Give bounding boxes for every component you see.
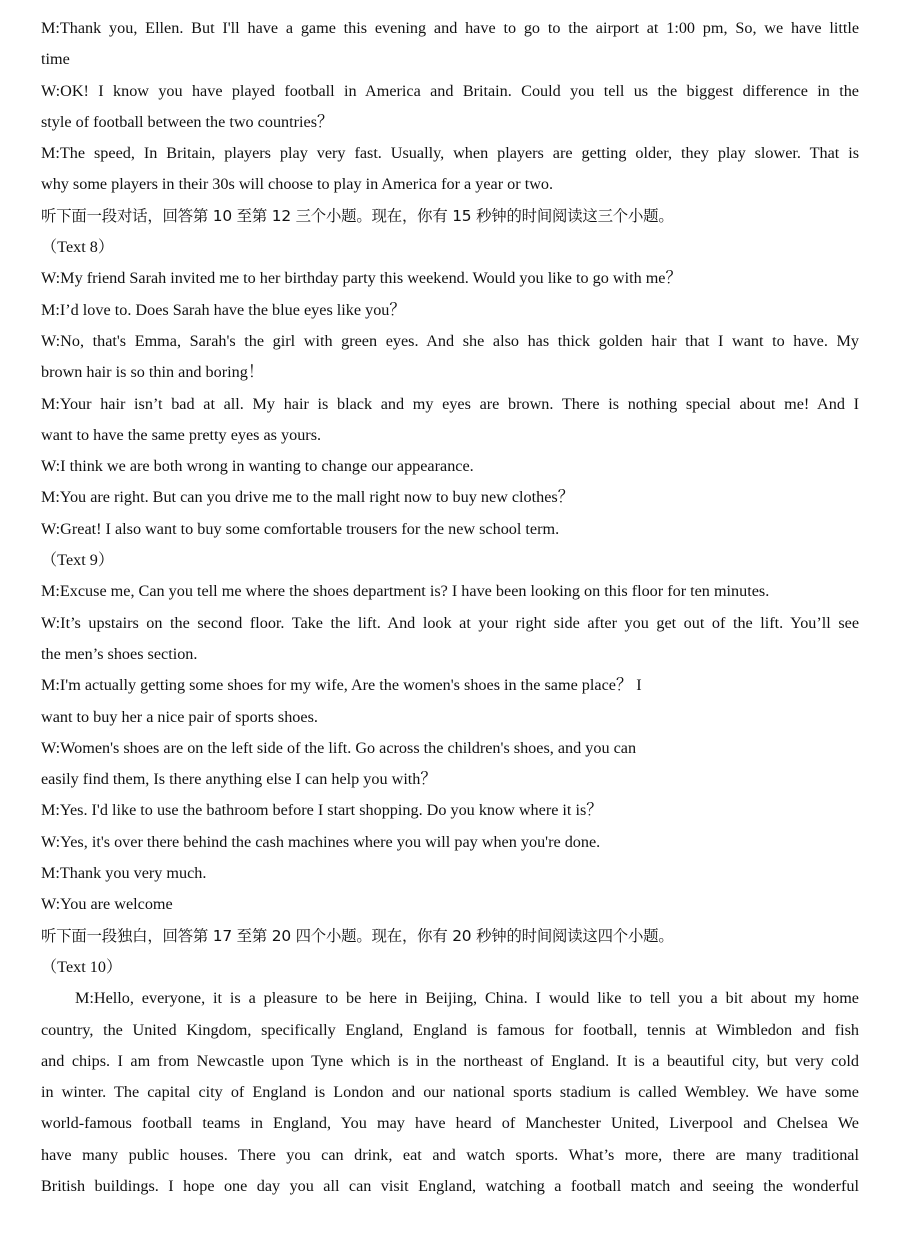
dialogue-line: time [41,50,70,69]
dialogue-line: want to buy her a nice pair of sports shoes. [41,707,318,726]
dialogue-line: W:Great! I also want to buy some comfortable trousers for the new school term. [41,519,560,538]
dialogue-line: W:Women's shoes are on the left side of the lift. Go across the children's shoes, and you can [41,738,637,757]
dialogue-line: M:Yes. I'd like to use the bathroom before I start shopping. Do you know where it is？ [41,801,603,820]
dialogue-line: M:Excuse me, Can you tell me where the shoes department is? I have been looking on this floor for ten minutes. [41,582,770,601]
dialogue-line: M:Thank you, Ellen. But I'll have a game this evening and have to go to the airport at 1:00 pm, So, we have little [41,19,859,37]
dialogue-line: W:Yes, it's over there behind the cash machines where you will pay when you're done. [41,832,601,851]
section-label: （Text 10） [41,957,123,976]
monologue-line: in winter. The capital city of England is London and our national sports stadium is called Wembley. We have some [41,1083,859,1102]
dialogue-line: M:Thank you very much. [41,864,207,883]
dialogue-line: style of football between the two countries？ [41,112,334,131]
dialogue-line: M:I’d love to. Does Sarah have the blue eyes like you？ [41,300,406,319]
monologue-line: and chips. I am from Newcastle upon Tyne which is in the northeast of England. It is a beautiful city, but very cold [41,1051,859,1070]
section-instruction: 听下面一段对话，回答第 10 至第 12 三个小题。现在，你有 15 秒钟的时间阅读这三个小题。 [41,206,674,225]
dialogue-line: M:You are right. But can you drive me to the mall right now to buy new clothes？ [41,488,574,507]
section-label: （Text 9） [41,551,115,570]
dialogue-line: M:The speed, In Britain, players play very fast. Usually, when players are getting older, they play slower. That is [41,144,859,163]
monologue-line: have many public houses. There you can drink, eat and watch sports. What’s more, there are many traditional [41,1145,859,1164]
dialogue-line: W:No, that's Emma, Sarah's the girl with green eyes. And she also has thick golden hair that I want to have. My [41,331,859,350]
section-label: （Text 8） [41,238,115,257]
monologue-line: M:Hello, everyone, it is a pleasure to be here in Beijing, China. I would like to tell you a bit about my home [75,989,859,1008]
monologue-line: country, the United Kingdom, specifically England, England is famous for football, tennis at Wimbledon and fish [41,1020,859,1039]
dialogue-line: W:I think we are both wrong in wanting to change our appearance. [41,457,474,476]
dialogue-line: easily find them, Is there anything else I can help you with？ [41,770,437,789]
monologue-line: British buildings. I hope one day you all can visit England, watching a football match and seeing the wonderful [41,1176,859,1195]
section-instruction: 听下面一段独白，回答第 17 至第 20 四个小题。现在，你有 20 秒钟的时间阅读这四个小题。 [41,926,674,945]
monologue-line: world-famous football teams in England, You may have heard of Manchester United, Liverpool and Chelsea We [41,1114,859,1133]
dialogue-line: the men’s shoes section. [41,644,198,663]
dialogue-line: M:Your hair isn’t bad at all. My hair is black and my eyes are brown. There is nothing special about me! And I [41,394,859,413]
dialogue-line: brown hair is so thin and boring！ [41,363,265,382]
dialogue-line: W:It’s upstairs on the second floor. Take the lift. And look at your right side after you get out of the lift. You’ll see [41,613,859,632]
dialogue-line: why some players in their 30s will choose to play in America for a year or two. [41,175,554,194]
dialogue-line: M:I'm actually getting some shoes for my wife, Are the women's shoes in the same place？ I [41,676,642,695]
dialogue-line: want to have the same pretty eyes as yours. [41,425,322,444]
dialogue-line: W:You are welcome [41,895,173,914]
transcript-page [41,13,859,1202]
dialogue-line: W:OK! I know you have played football in America and Britain. Could you tell us the biggest difference in the [41,81,859,100]
dialogue-line: W:My friend Sarah invited me to her birthday party this weekend. Would you like to go with me？ [41,269,682,288]
